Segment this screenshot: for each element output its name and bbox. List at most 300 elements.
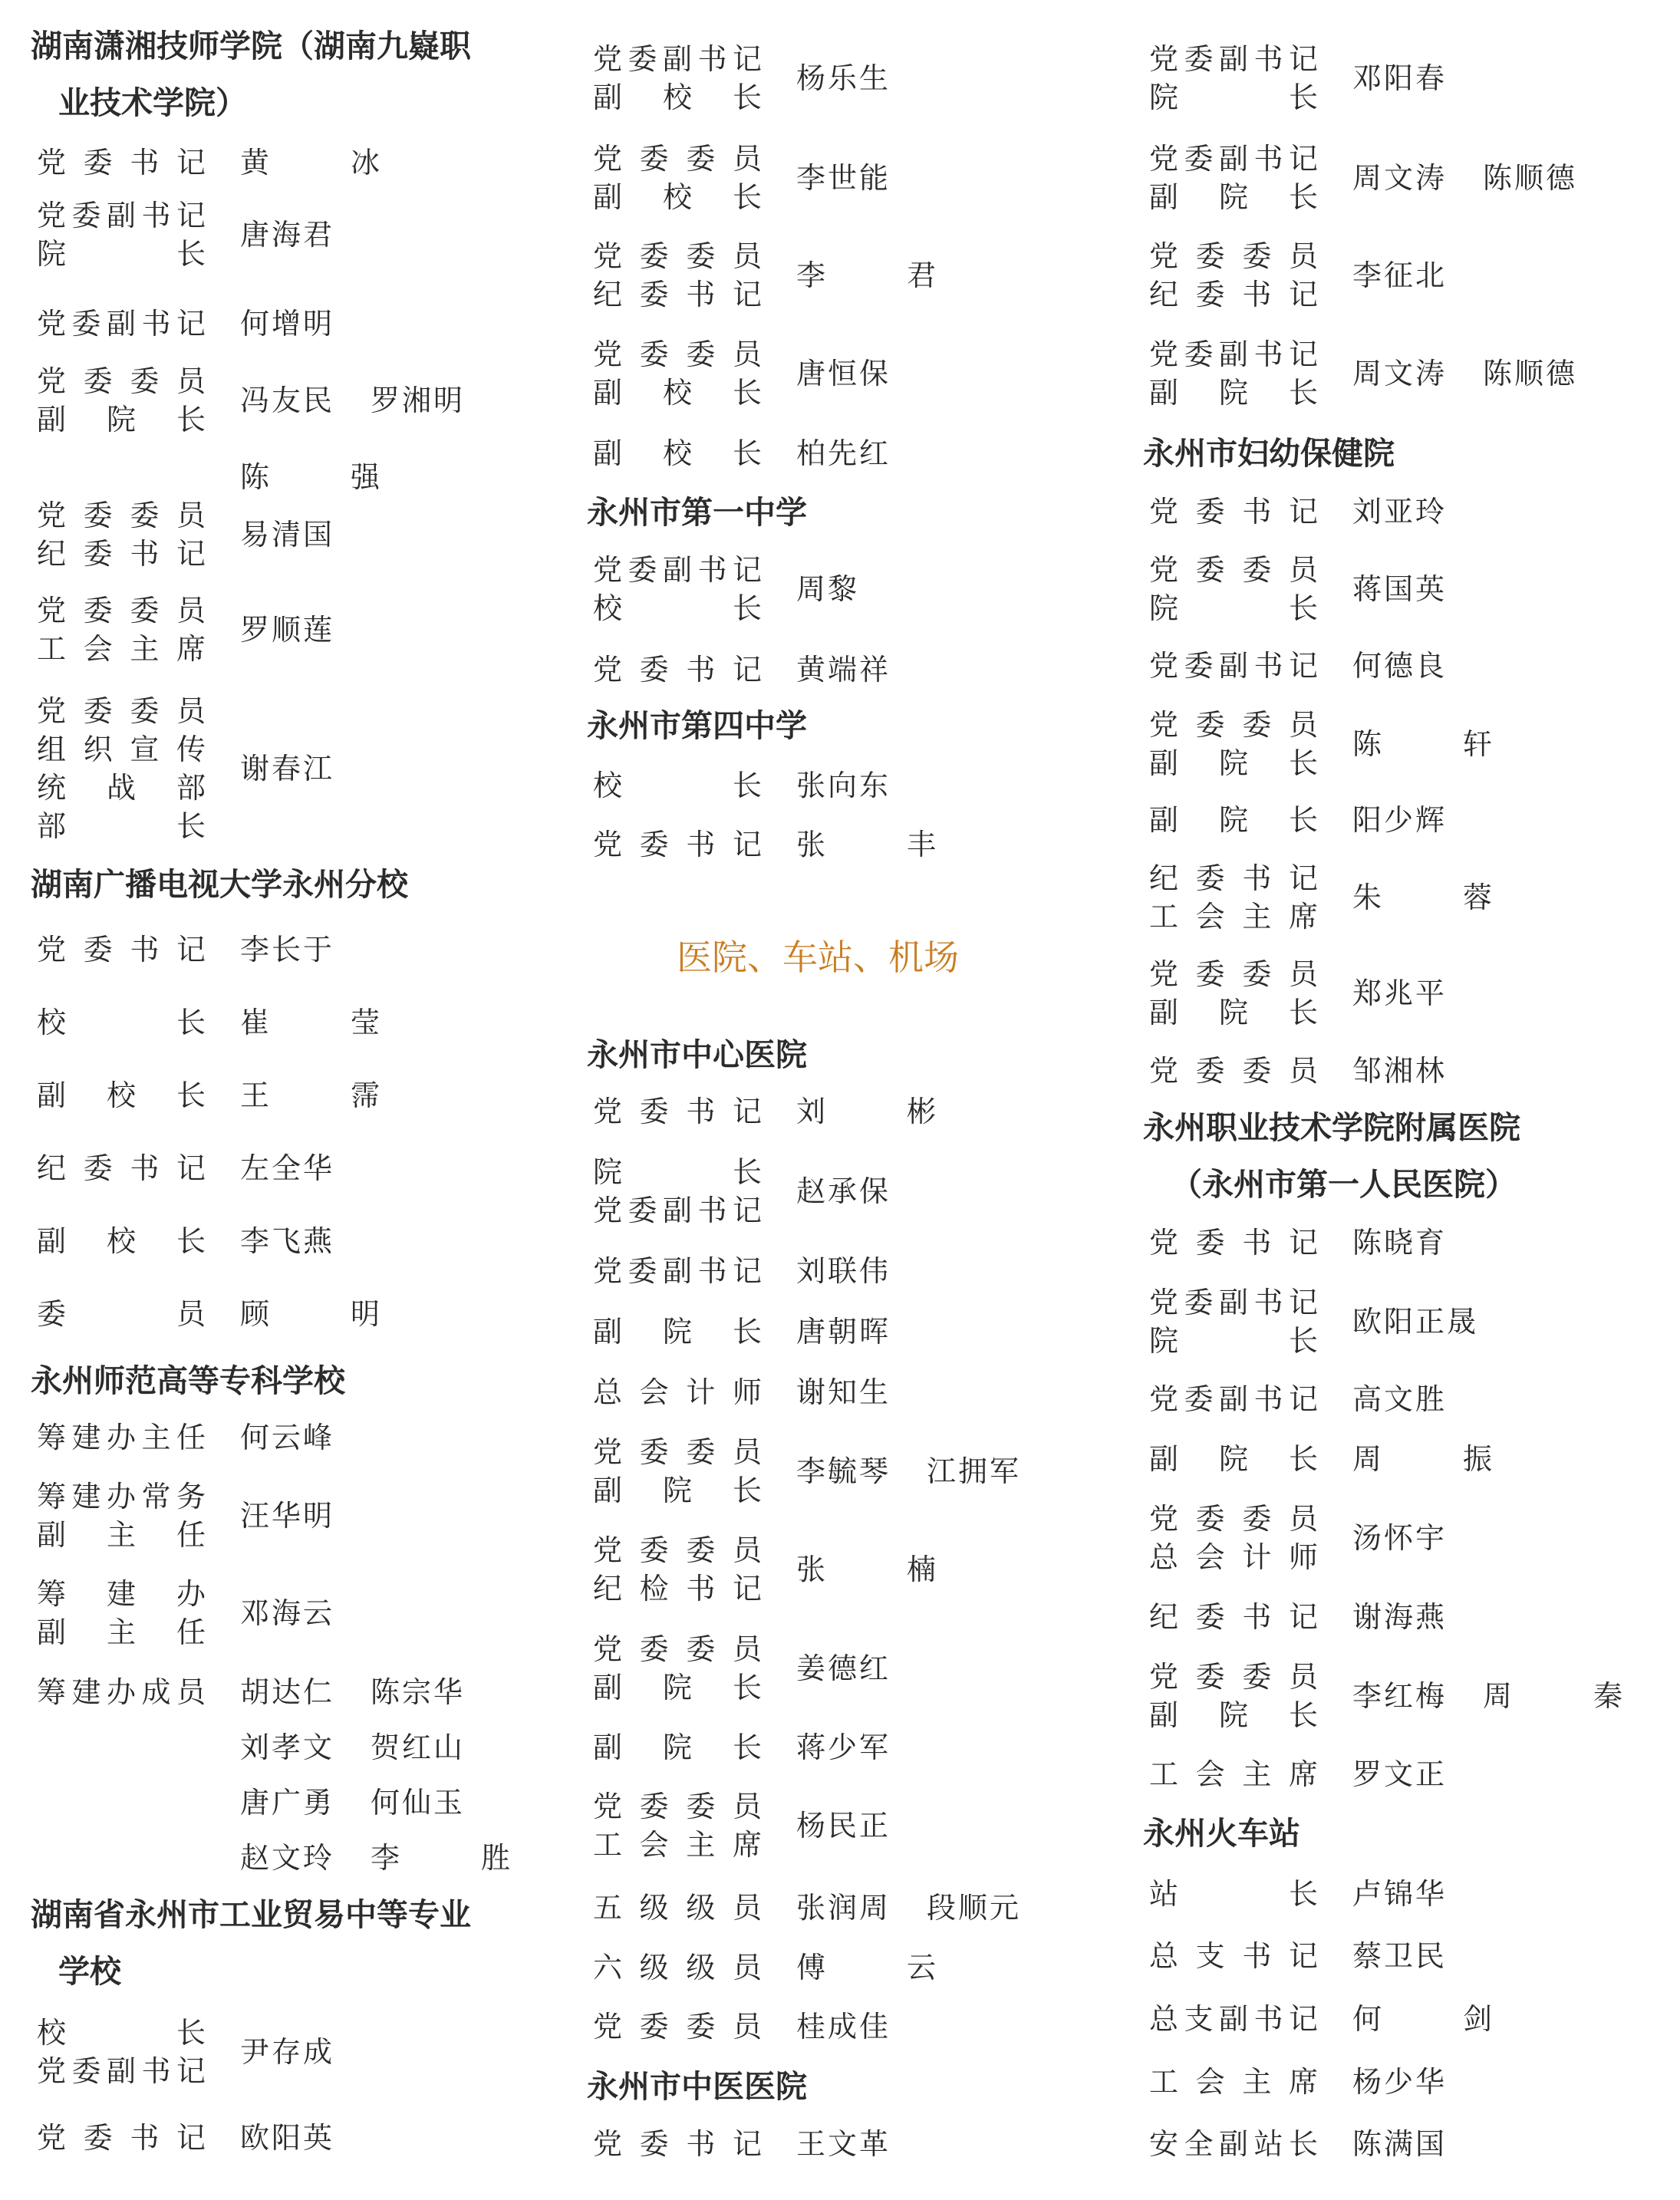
position-titles (593, 335, 762, 412)
position-titles (593, 140, 762, 216)
institution-heading (31, 18, 471, 131)
position-titles (1149, 647, 1318, 685)
position-titles (1149, 1224, 1318, 1262)
institution-heading-line: 永州市中心医院 (587, 1036, 807, 1073)
position-title: 党委副书记 (1149, 1286, 1318, 1319)
institution-heading-line: 永州市妇幼保健院 (1143, 435, 1395, 472)
person-name: 唐海君 (240, 218, 335, 252)
person-names (240, 2033, 501, 2071)
position-title: 党委书记 (593, 1095, 762, 1128)
person-name: 顾 明 (240, 1297, 407, 1331)
position-title: 院长 (37, 237, 206, 271)
position-title: 党委委员 (1149, 239, 1318, 273)
position-title: 工会主席 (1149, 1757, 1318, 1791)
person-names (796, 2125, 1057, 2163)
person-name: 谢海燕 (1352, 1600, 1448, 1634)
person-names (796, 1889, 1057, 1927)
position-title: 副院长 (1149, 996, 1318, 1029)
person-name: 李飞燕 (240, 1224, 335, 1258)
institution-heading (31, 1352, 345, 1409)
position-title: 党委委员 (1149, 1054, 1318, 1088)
position-title: 筹建办成员 (37, 1675, 206, 1709)
person-names (1352, 2063, 1613, 2101)
person-names (1352, 1937, 1613, 1975)
person-name: 蒋少军 (796, 1731, 891, 1764)
position-titles (1149, 859, 1318, 936)
position-title: 党委副书记 (1149, 42, 1318, 76)
position-title: 党委书记 (1149, 1226, 1318, 1260)
institution-heading-line: 业技术学院） (58, 84, 247, 121)
position-titles (37, 2014, 206, 2090)
position-title: 副院长 (593, 1671, 762, 1704)
position-title: 总会计师 (593, 1375, 762, 1409)
person-name: 何仙玉 (371, 1786, 466, 1820)
position-title: 党委副书记 (1149, 649, 1318, 683)
position-titles (593, 1373, 762, 1411)
institution-heading (1143, 1805, 1300, 1862)
position-title: 副院长 (37, 403, 206, 436)
position-title: 党委委员 (593, 1632, 762, 1666)
position-titles (1149, 955, 1318, 1032)
person-name: 谢知生 (796, 1375, 891, 1409)
person-name: 段顺元 (927, 1891, 1022, 1925)
position-titles (593, 1531, 762, 1608)
position-titles (37, 496, 206, 573)
person-names (1352, 1380, 1613, 1418)
person-names (240, 305, 501, 343)
person-names (1352, 2000, 1613, 2038)
position-titles (1149, 1598, 1318, 1636)
position-title: 筹建办 (37, 1577, 206, 1611)
position-title: 部长 (37, 809, 206, 843)
person-name: 胡达仁 (240, 1675, 335, 1709)
person-name: 罗顺莲 (240, 613, 335, 647)
person-names (796, 159, 1057, 197)
person-names (1352, 1677, 1649, 1715)
position-titles (1149, 140, 1318, 216)
person-names (1352, 801, 1613, 839)
position-titles (593, 1948, 762, 1987)
person-name: 李 君 (796, 259, 963, 292)
institution-heading (1143, 1099, 1520, 1213)
position-title: 党委副书记 (1149, 338, 1318, 371)
position-titles (37, 1222, 206, 1260)
position-title: 副院长 (1149, 1698, 1318, 1732)
person-name: 赵文玲 (240, 1841, 335, 1875)
person-name: 唐广勇 (240, 1786, 335, 1820)
person-name: 张 楠 (796, 1553, 963, 1586)
position-title: 安全副站长 (1149, 2127, 1318, 2161)
position-titles (1149, 1755, 1318, 1793)
position-titles (37, 1149, 206, 1187)
person-name: 唐朝晖 (796, 1315, 891, 1349)
position-title: 副校长 (37, 1224, 206, 1258)
person-names (796, 1172, 1057, 1210)
position-titles (1149, 1052, 1318, 1090)
position-titles (593, 2007, 762, 2046)
position-titles (1149, 706, 1318, 782)
person-name: 蔡卫民 (1352, 1939, 1448, 1973)
position-title: 党委副书记 (37, 2054, 206, 2088)
position-title: 校长 (593, 769, 762, 802)
person-names (240, 2119, 501, 2157)
institution-heading (587, 484, 807, 541)
person-names (1352, 1598, 1613, 1636)
institution-heading-line: 永州市第四中学 (587, 707, 807, 744)
position-titles (1149, 2000, 1318, 2038)
person-names (1352, 1052, 1613, 1090)
person-names (1352, 878, 1613, 917)
position-titles (37, 2119, 206, 2157)
position-title: 副院长 (593, 1731, 762, 1764)
person-names (796, 1312, 1057, 1351)
position-titles (1149, 237, 1318, 314)
person-names (240, 515, 501, 554)
position-title: 副院长 (1149, 746, 1318, 780)
person-name: 李毓琴 (796, 1454, 891, 1488)
position-title: 纪检书记 (593, 1572, 762, 1606)
person-names (240, 1003, 501, 1042)
position-titles (37, 362, 206, 439)
person-name: 李红梅 (1352, 1679, 1448, 1713)
position-title: 党委副书记 (1149, 1382, 1318, 1416)
position-title: 党委副书记 (37, 199, 206, 232)
position-titles (37, 1575, 206, 1652)
person-names (1352, 570, 1613, 608)
person-name: 陈 轩 (1352, 727, 1519, 761)
person-names (240, 1497, 501, 1535)
position-title: 副校长 (593, 376, 762, 410)
institution-heading (587, 2058, 807, 2115)
person-names (796, 1452, 1057, 1490)
institution-heading-line: （永州市第一人民医院） (1171, 1166, 1517, 1203)
position-titles (593, 551, 762, 627)
person-names (796, 1806, 1057, 1845)
person-names (1352, 2125, 1613, 2163)
person-names (240, 1222, 501, 1260)
person-name: 陈晓育 (1352, 1226, 1448, 1260)
position-title: 纪委书记 (1149, 1600, 1318, 1634)
person-name: 谢春江 (240, 752, 335, 785)
person-name: 陈 强 (240, 460, 407, 494)
person-names (1352, 974, 1613, 1013)
person-name: 周 秦 (1483, 1679, 1649, 1713)
person-names (1352, 1519, 1613, 1557)
institution-heading (31, 856, 408, 913)
position-title: 总支书记 (1149, 1939, 1318, 1973)
position-titles (1149, 801, 1318, 839)
position-title: 党委委员 (593, 338, 762, 371)
position-titles (37, 1003, 206, 1042)
person-names (1352, 492, 1613, 531)
position-title: 工会主席 (1149, 900, 1318, 934)
position-title: 党委委员 (1149, 708, 1318, 742)
person-name: 王文革 (796, 2127, 891, 2161)
institution-heading-line: 湖南省永州市工业贸易中等专业 (31, 1896, 471, 1933)
position-title: 党委书记 (1149, 495, 1318, 529)
position-title: 副院长 (1149, 180, 1318, 214)
person-name: 汤怀宇 (1352, 1521, 1448, 1555)
person-name: 杨民正 (796, 1809, 891, 1843)
person-name: 朱 蓉 (1352, 881, 1519, 914)
person-names (796, 650, 1057, 689)
person-name: 李世能 (796, 161, 891, 195)
position-title: 党委委员 (37, 364, 206, 398)
person-name: 刘孝文 (240, 1731, 335, 1764)
position-titles (1149, 1440, 1318, 1478)
position-title: 党委书记 (37, 146, 206, 179)
person-names (796, 570, 1057, 608)
person-name: 江拥军 (927, 1454, 1022, 1488)
institution-heading (1143, 425, 1395, 482)
position-title: 纪委书记 (1149, 278, 1318, 311)
person-names (240, 1594, 501, 1632)
person-names (240, 1295, 501, 1333)
position-titles (37, 143, 206, 182)
person-name: 柏先红 (796, 436, 891, 470)
person-names (240, 930, 501, 969)
person-names (1352, 1440, 1613, 1478)
person-name: 贺红山 (371, 1731, 466, 1764)
position-title: 党委委员 (37, 694, 206, 728)
position-titles (37, 305, 206, 343)
person-names (796, 1948, 1057, 1987)
position-titles (593, 237, 762, 314)
position-titles (37, 692, 206, 845)
position-titles (1149, 1658, 1318, 1734)
position-titles (593, 1092, 762, 1131)
person-names (1352, 1224, 1613, 1262)
person-names (1352, 647, 1613, 685)
person-names (1352, 256, 1613, 295)
institution-heading-line: 永州师范高等专科学校 (31, 1362, 345, 1399)
position-title: 党委副书记 (593, 1194, 762, 1227)
position-title: 党委委员 (593, 2010, 762, 2044)
position-title: 站长 (1149, 1877, 1318, 1911)
position-title: 党委副书记 (593, 1254, 762, 1288)
position-title: 党委副书记 (37, 307, 206, 341)
position-title: 院长 (1149, 1324, 1318, 1358)
person-names (1352, 354, 1613, 393)
person-name: 桂成佳 (796, 2010, 891, 2044)
person-name: 黄 冰 (240, 146, 407, 179)
person-name: 何云峰 (240, 1421, 335, 1454)
position-titles (1149, 492, 1318, 531)
position-titles (593, 40, 762, 117)
position-title: 校长 (593, 591, 762, 625)
position-titles (37, 1076, 206, 1115)
person-names (796, 434, 1057, 473)
position-titles (37, 1673, 206, 1711)
person-name: 杨乐生 (796, 61, 891, 95)
position-title: 党委委员 (1149, 553, 1318, 587)
position-titles (37, 1418, 206, 1457)
person-name: 邓海云 (240, 1596, 335, 1630)
section-title: 医院、车站、机场 (677, 937, 959, 978)
position-title: 纪委书记 (1149, 861, 1318, 895)
person-name: 周文涛 (1352, 161, 1448, 195)
position-title: 党委委员 (593, 1790, 762, 1823)
position-title: 党委委员 (1149, 957, 1318, 991)
position-title: 党委书记 (593, 653, 762, 687)
position-titles (37, 930, 206, 969)
position-titles (593, 1728, 762, 1767)
position-title: 五级级员 (593, 1891, 762, 1925)
position-title: 副校长 (37, 1079, 206, 1112)
position-titles (1149, 1500, 1318, 1576)
position-title: 副院长 (593, 1315, 762, 1349)
institution-heading (31, 1886, 471, 2000)
person-name: 汪华明 (240, 1499, 335, 1533)
position-title: 统战部 (37, 771, 206, 805)
person-name: 周 振 (1352, 1442, 1519, 1476)
position-title: 党委副书记 (593, 42, 762, 76)
person-name: 陈顺德 (1483, 357, 1578, 390)
position-title: 组织宣传 (37, 733, 206, 766)
person-name: 易清国 (240, 518, 335, 552)
position-title: 党委书记 (37, 933, 206, 967)
position-title: 副院长 (1149, 1442, 1318, 1476)
position-titles (1149, 551, 1318, 627)
person-name: 何 剑 (1352, 2002, 1519, 2036)
person-names (240, 749, 501, 788)
person-name: 周文涛 (1352, 357, 1448, 390)
person-name: 陈顺德 (1483, 161, 1578, 195)
person-names (1352, 1875, 1613, 1913)
person-names (240, 1418, 501, 1457)
person-name: 刘 彬 (796, 1095, 963, 1128)
position-title: 党委委员 (37, 594, 206, 627)
position-title: 副校长 (593, 81, 762, 114)
person-names (1352, 1303, 1613, 1341)
person-name: 陈满国 (1352, 2127, 1448, 2161)
position-titles (593, 2125, 762, 2163)
position-title: 总支副书记 (1149, 2002, 1318, 2036)
person-name: 何增明 (240, 307, 335, 341)
person-name: 郑兆平 (1352, 976, 1448, 1010)
person-name: 王 霈 (240, 1079, 407, 1112)
person-names (796, 1252, 1057, 1290)
position-title: 总会计师 (1149, 1540, 1318, 1574)
person-name: 傅 云 (796, 1951, 963, 1984)
position-titles (1149, 1875, 1318, 1913)
person-names (1352, 159, 1613, 197)
person-names (796, 1373, 1057, 1411)
person-name: 崔 莹 (240, 1006, 407, 1039)
position-title: 副主任 (37, 1518, 206, 1552)
position-title: 校长 (37, 2016, 206, 2050)
position-title: 党委委员 (37, 499, 206, 532)
person-name: 李 胜 (371, 1841, 537, 1875)
person-name: 欧阳英 (240, 2121, 335, 2155)
person-names (796, 1649, 1057, 1688)
person-name: 蒋国英 (1352, 572, 1448, 606)
person-name: 张 丰 (796, 828, 963, 861)
position-titles (1149, 40, 1318, 117)
position-titles (593, 1630, 762, 1707)
position-titles (593, 1433, 762, 1510)
position-titles (593, 825, 762, 864)
institution-heading-line: 湖南广播电视大学永州分校 (31, 866, 408, 903)
institution-heading-line: 学校 (58, 1953, 121, 1990)
position-title: 校长 (37, 1006, 206, 1039)
position-title: 工会主席 (1149, 2065, 1318, 2099)
person-names (796, 2007, 1057, 2046)
institution-heading (587, 697, 807, 754)
position-title: 党委书记 (593, 828, 762, 861)
position-titles (593, 1889, 762, 1927)
position-titles (1149, 1283, 1318, 1360)
position-title: 党委副书记 (1149, 142, 1318, 176)
person-name: 周黎 (796, 572, 860, 606)
person-name: 张向东 (796, 769, 891, 802)
person-name: 姜德红 (796, 1652, 891, 1685)
person-names (240, 216, 501, 254)
person-name: 张润周 (796, 1891, 891, 1925)
person-name: 阳少辉 (1352, 803, 1448, 837)
person-name: 高文胜 (1352, 1382, 1448, 1416)
position-title: 副主任 (37, 1615, 206, 1649)
position-title: 党委委员 (593, 1435, 762, 1469)
person-names (240, 1673, 537, 1877)
position-title: 院长 (1149, 81, 1318, 114)
institution-heading-line: 永州火车站 (1143, 1815, 1300, 1852)
person-name: 左全华 (240, 1151, 335, 1185)
position-titles (1149, 2125, 1318, 2163)
institution-heading (587, 1026, 807, 1083)
position-titles (593, 1787, 762, 1864)
person-names (240, 611, 501, 649)
position-title: 党委委员 (593, 1533, 762, 1567)
institution-heading-line: 湖南潇湘技师学院（湖南九嶷职 (31, 28, 471, 64)
person-names (240, 1149, 501, 1187)
position-title: 纪委书记 (37, 1151, 206, 1185)
person-names (796, 256, 1057, 295)
position-titles (37, 1295, 206, 1333)
person-name: 邓阳春 (1352, 61, 1448, 95)
person-name: 何德良 (1352, 649, 1448, 683)
institution-heading-line: 永州市第一中学 (587, 494, 807, 531)
position-titles (1149, 1937, 1318, 1975)
position-titles (593, 650, 762, 689)
position-titles (593, 1153, 762, 1230)
institution-heading-line: 永州职业技术学院附属医院 (1143, 1109, 1520, 1146)
position-title: 党委书记 (37, 2121, 206, 2155)
person-names (796, 766, 1057, 805)
position-title: 筹建办主任 (37, 1421, 206, 1454)
person-names (240, 143, 501, 182)
person-name: 杨少华 (1352, 2065, 1448, 2099)
position-title: 纪委书记 (37, 537, 206, 571)
person-names (1352, 1755, 1613, 1793)
position-titles (37, 1477, 206, 1554)
person-names (796, 59, 1057, 97)
position-title: 副校长 (593, 180, 762, 214)
position-title: 党委委员 (1149, 1502, 1318, 1536)
position-title: 副院长 (1149, 803, 1318, 837)
person-name: 唐恒保 (796, 357, 891, 390)
position-titles (1149, 1380, 1318, 1418)
position-titles (593, 434, 762, 473)
position-title: 筹建办常务 (37, 1480, 206, 1513)
position-title: 党委书记 (593, 2127, 762, 2161)
position-titles (37, 196, 206, 273)
person-name: 黄端祥 (796, 653, 891, 687)
position-title: 委员 (37, 1297, 206, 1331)
person-name: 卢锦华 (1352, 1877, 1448, 1911)
person-name: 李长于 (240, 933, 335, 967)
institution-heading-line: 永州市中医医院 (587, 2068, 807, 2105)
